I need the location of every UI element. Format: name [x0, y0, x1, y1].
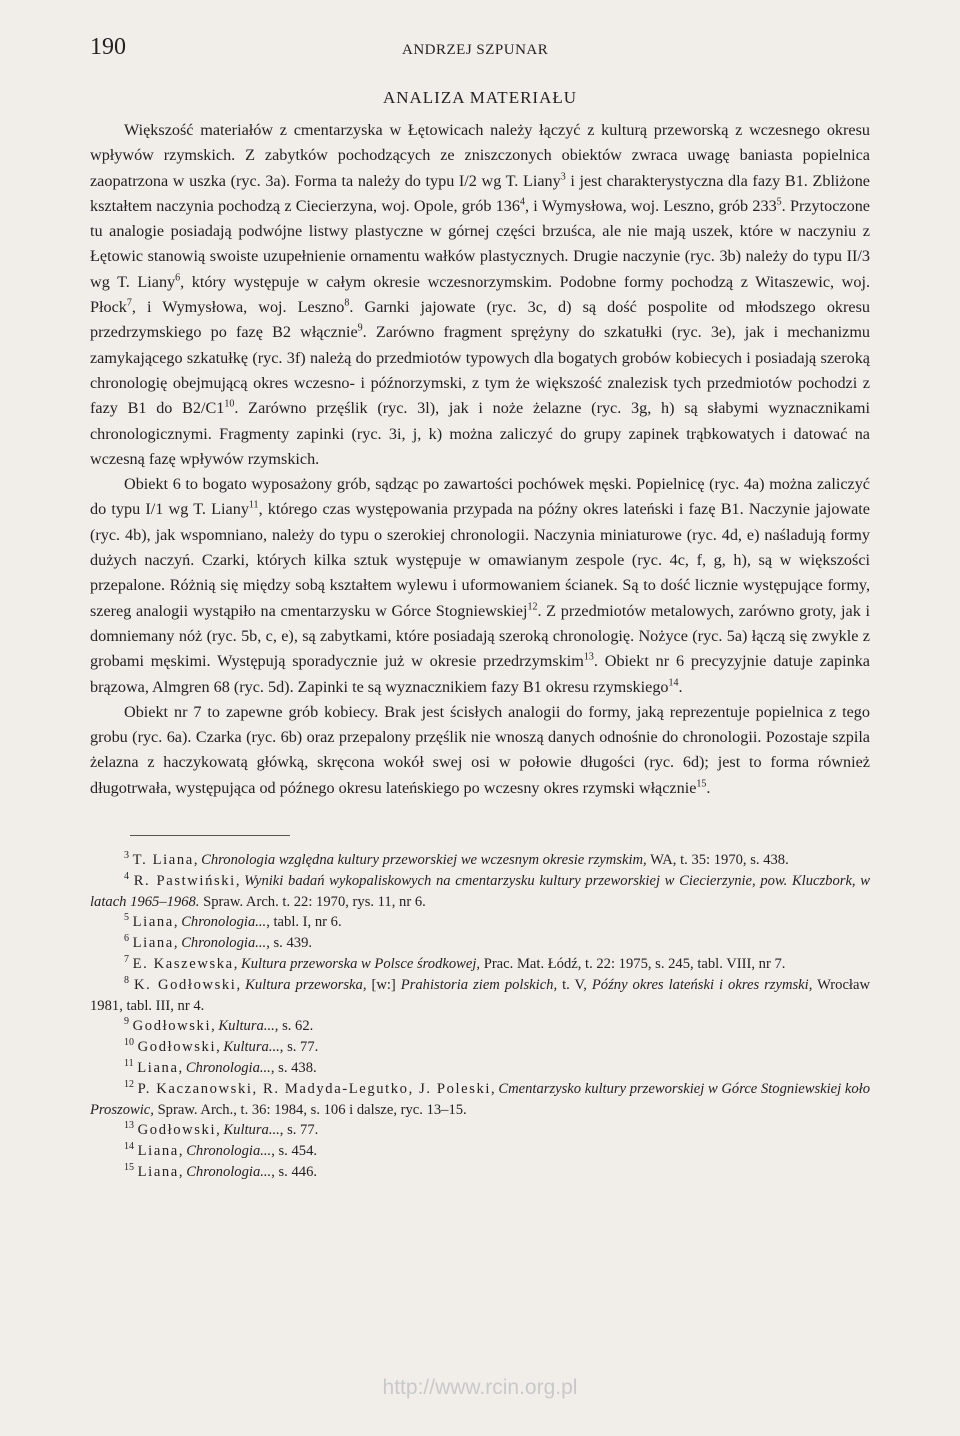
text-run: , [173, 914, 182, 931]
author-name: Godłowski [132, 1018, 212, 1035]
text-run: , i Wymysłowa, woj. Leszno, grób 233 [524, 196, 777, 215]
italic-text: Kultura... [218, 1018, 275, 1035]
footnote [90, 1037, 870, 1058]
text-run: , s. 439. [266, 935, 313, 952]
text-run: t. V, [557, 976, 592, 993]
text-run: Wrocław 1981, tabl. III, nr 4. [90, 976, 870, 1014]
text-run: , który występuje w całym okresie wczesnorzymskim. Podobne formy pochodzą z Witaszewic, woj. Płock [90, 272, 870, 317]
footnote-ref: 4 [124, 870, 129, 882]
footnote-divider [130, 835, 290, 836]
author-name: Liana [132, 914, 174, 931]
author-name: Liana [137, 1059, 179, 1076]
footnote-ref: 15 [696, 778, 707, 790]
text-run: i jest charakterystyczna dla fazy B1. Zbliżone kształtem naczynia pochodzą z Ciecierzyna, woj. Opole, grób 136 [90, 171, 870, 215]
page-number: 190 [90, 34, 126, 60]
text-run: , [178, 1163, 187, 1180]
author-name: T. Liana [132, 852, 194, 869]
text-run: [w:] [366, 976, 401, 993]
italic-text: Wyniki badań wykopaliskowych na cmentarzysku kultury przeworskiej w Ciecierzynie, pow. Kluczbork, w latach 1965–1968. [90, 872, 870, 910]
running-head: ANDRZEJ SZPUNAR [402, 42, 549, 58]
paragraph [90, 700, 870, 801]
author-name: P. Kaczanowski, R. Madyda-Legutko, J. Poleski [137, 1080, 492, 1097]
text-run: Spraw. Arch. t. 22: 1970, rys. 11, nr 6. [199, 893, 426, 910]
text-run: , [211, 1018, 219, 1035]
footnote [90, 1079, 870, 1121]
watermark-url: http://www.rcin.org.pl [382, 1376, 578, 1399]
footnote-ref: 10 [124, 1037, 134, 1049]
footnote-ref: 8 [124, 974, 129, 986]
author-name: K. Godłowski [134, 976, 237, 993]
text-run: WA, t. 35: 1970, s. 438. [646, 852, 789, 869]
footnote-ref: 13 [124, 1120, 134, 1132]
italic-text: Późny okres lateński i okres rzymski, [591, 976, 813, 993]
footnote-ref: 4 [519, 196, 525, 208]
footnote [90, 1058, 870, 1079]
text-run: . [706, 778, 711, 797]
footnote-ref: 3 [560, 171, 566, 183]
text-run: , [173, 935, 182, 952]
text-run: , tabl. I, nr 6. [266, 914, 342, 931]
text-run: , [193, 852, 202, 869]
text-run: , [233, 956, 242, 972]
footnote-ref: 5 [124, 912, 129, 924]
footnote-ref: 6 [175, 272, 181, 284]
text-run: . Zarówno przęślik (ryc. 3l), jak i noże żelazne (ryc. 3g, h) są słabymi wyznacznikami chronologicznymi. Fragmenty zapinki (ryc. 3i, j, k) można zaliczyć do grupy zapinek trąbkowatych i datować na wczesną fazę wpływów rzymskich. [90, 399, 870, 468]
footnote [90, 975, 870, 1017]
footnote-ref: 3 [124, 850, 129, 862]
footnote [90, 871, 870, 913]
italic-text: Chronologia... [181, 914, 267, 931]
italic-text: Prahistoria ziem polskich, [400, 976, 558, 993]
italic-text: Chronologia... [185, 1059, 271, 1076]
footnote-ref: 5 [776, 196, 782, 208]
footnote [90, 1120, 870, 1141]
author-name: Liana [132, 935, 174, 952]
text-run: , s. 62. [274, 1018, 314, 1035]
text-run: , [236, 976, 246, 993]
text-run: Prac. Mat. Łódź, t. 22: 1975, s. 245, tabl. VIII, nr 7. [480, 956, 786, 972]
footnote-ref: 6 [124, 933, 129, 945]
text-run: , s. 446. [271, 1163, 318, 1180]
author-name: R. Pastwiński [133, 872, 236, 889]
text-run: . Z przedmiotów metalowych, zarówno groty, jak i domniemany nóż (ryc. 5b, c, e), są zabytkami, które posiadają szeroką chronologię. Nożyce (ryc. 5a) łączą się zwykle z grobami męskimi. Występują sporadycznie już w okresie przedrzymskim [90, 601, 870, 671]
text-run: . Zarówno fragment sprężyny do szkatułki (ryc. 3e), jak i mechanizmu zamykającego szkatułkę (ryc. 3f) należą do przedmiotów typowych dla bogatych grobów kobiecych i posiadają szeroką chronologię obejmującą okres wczesno- i późnorzymski, z tym że większość znalezisk tych przedmiotów pochodzi z fazy B1 do B2/C1 [90, 323, 870, 418]
text-run: , [216, 1039, 224, 1056]
italic-text: Kultura... [223, 1122, 280, 1139]
footnote [90, 912, 870, 933]
footnotes [90, 850, 870, 1183]
text-run: . Obiekt nr 6 precyzyjnie datuje zapinka brązowa, Almgren 68 (ryc. 5d). Zapinki te są wyznacznikiem fazy B1 okresu rzymskiego [90, 652, 870, 696]
author-name: Liana [137, 1163, 179, 1180]
text-run: , [235, 872, 245, 889]
body-text [90, 118, 870, 801]
text-run: , [178, 1143, 187, 1160]
footnote-ref: 7 [124, 954, 129, 966]
footnote-ref: 9 [124, 1016, 129, 1028]
italic-text: Chronologia... [186, 1163, 272, 1180]
footnote-ref: 10 [224, 398, 235, 410]
page-header [90, 30, 870, 74]
italic-text: Kultura przeworska, [245, 976, 367, 993]
author-name: Liana [137, 1143, 179, 1160]
italic-text: Chronologia... [181, 935, 267, 952]
text-run: . [678, 677, 683, 696]
footnote-ref: 7 [126, 297, 132, 309]
text-run: Większość materiałów z cmentarzyska w Łętowicach należy łączyć z kulturą przeworską z wczesnego okresu wpływów rzymskich. Z zabytków pochodzących ze zniszczonych obiektów zwraca uwagę baniasta popielnica zaopatrzona w uszka (ryc. 3a). Forma ta należy do typu I/2 wg T. Liany [90, 121, 870, 190]
text-run: , [178, 1059, 186, 1076]
paragraph [90, 472, 870, 700]
footnote-ref: 9 [357, 322, 363, 334]
footnote-ref: 11 [248, 500, 259, 512]
document-page [90, 30, 870, 1183]
footnote-ref: 14 [668, 677, 679, 689]
footnote-ref: 15 [124, 1162, 134, 1174]
text-run: . Przytoczone tu analogie posiadają podwójne listwy plastyczne w górnej części brzuśca, ale nie mają uszek, które w naczyniu z Łętowic stanowią swoiste uzupełnienie ornamentu wałków plastycznych. Drugie naczynie (ryc. 3b) należy do typu II/3 wg T. Liany [90, 196, 870, 291]
author-name: Godłowski [137, 1039, 217, 1056]
section-title: ANALIZA MATERIAŁU [382, 88, 578, 107]
footnote-ref: 11 [124, 1058, 134, 1070]
footnote [90, 1162, 870, 1183]
italic-text: Kultura przeworska w Polsce środkowej, [241, 956, 481, 972]
text-run: Obiekt 6 to bogato wyposażony grób, sądząc po zawartości pochówek męski. Popielnicę (ryc. 4a) można zaliczyć do typu I/1 wg T. Liany [90, 475, 870, 519]
text-run: , i Wymysłowa, woj. Leszno [131, 298, 345, 317]
text-run: Obiekt nr 7 to zapewne grób kobiecy. Brak jest ścisłych analogii do formy, jaką reprezentuje popielnica z tego grobu (ryc. 6a). Czarka (ryc. 6b) oraz przepalony przęślik nie wnoszą danych odnośnie do chronologii. Pozostaje szpila żelazna z haczykowatą główką, skręcona wokół swej osi w połowie długości (ryc. 6d); jest to forma również długotrwała, występująca od późnego okresu lateńskiego po wczesny okres rzymski włącznie [90, 702, 870, 797]
text-run: , [216, 1122, 224, 1139]
italic-text: Cmentarzysko kultury przeworskiej w Górce Stogniewskiej koło Proszowic, [90, 1080, 870, 1118]
text-run: , s. 438. [270, 1059, 317, 1076]
footnote-ref: 12 [124, 1078, 134, 1090]
text-run: . Garnki jajowate (ryc. 3c, d) są dość pospolite od młodszego okresu przedrzymskiego po fazę B2 włącznie [90, 298, 870, 342]
italic-text: Chronologia... [186, 1143, 272, 1160]
footnote [90, 1141, 870, 1162]
footnote [90, 933, 870, 954]
author-name: Godłowski [137, 1122, 217, 1139]
footnote-ref: 12 [527, 601, 538, 613]
footnote-ref: 14 [124, 1141, 134, 1153]
paragraph [90, 118, 870, 472]
text-run: , którego czas występowania przypada na późny okres lateński i fazę B1. Naczynie jajowate (ryc. 4b), jak wspomniano, należy do typu o szerokiej chronologii. Naczynia miniaturowe (ryc. 4d, e) naśladują formy dużych naczyń. Czarki, których kilka sztuk występuje w omawianym zespole (ryc. 4c, f, g, h), są w większości przepalone. Różnią się między sobą kształtem wylewu i uformowaniem ścianek. Są to dość licznie występujące formy, szereg analogii wystąpiło na cmentarzysku w Górce Stogniewskiej [90, 500, 870, 620]
footnote [90, 1016, 870, 1037]
footnote [90, 850, 870, 871]
text-run: , [491, 1080, 499, 1097]
text-run: , s. 454. [271, 1143, 318, 1160]
text-run: , s. 77. [279, 1039, 319, 1056]
text-run: , s. 77. [279, 1122, 319, 1139]
text-run: Spraw. Arch., t. 36: 1984, s. 106 i dalsze, ryc. 13–15. [153, 1101, 467, 1118]
footnote [90, 954, 870, 975]
author-name: E. Kaszewska [132, 956, 234, 972]
italic-text: Kultura... [223, 1039, 280, 1056]
italic-text: Chronologia względna kultury przeworskiej we wczesnym okresie rzymskim, [201, 852, 647, 869]
footnote-ref: 8 [344, 297, 350, 309]
footnote-ref: 13 [583, 651, 594, 663]
